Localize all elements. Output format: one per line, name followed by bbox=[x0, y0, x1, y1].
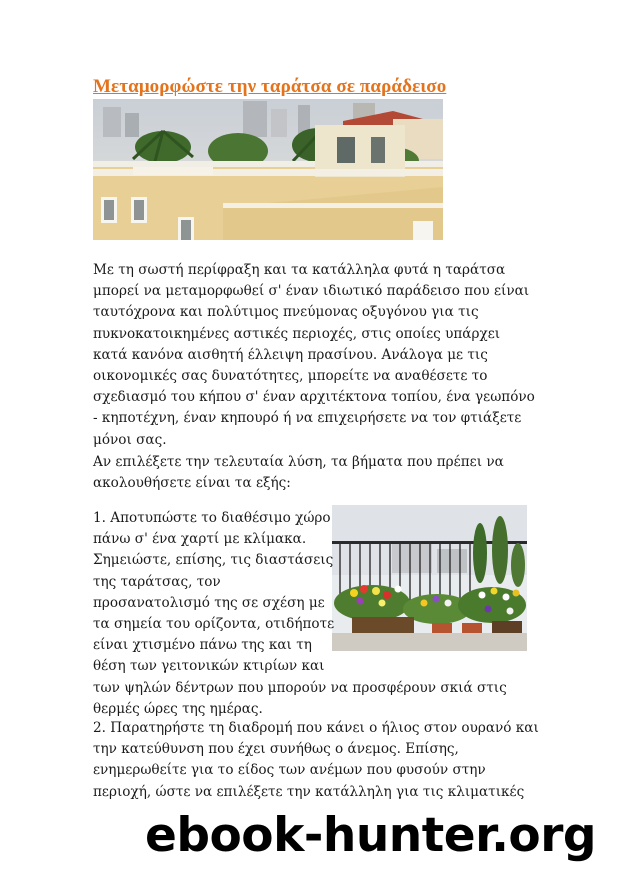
text-line: θερμές ώρες της ημέρας. bbox=[93, 700, 263, 717]
text-line: πάνω σ' ένα χαρτί με κλίμακα. bbox=[93, 531, 307, 548]
text-line: σχεδιασμό του κήπου σ' έναν αρχιτέκτονα τοπίου, ένα γεωπόνο bbox=[93, 389, 535, 406]
text-line: Σημειώστε, επίσης, τις διαστάσεις bbox=[93, 552, 334, 569]
text-line: μόνοι σας. bbox=[93, 431, 167, 448]
text-line: 1. Αποτυπώστε το διαθέσιμο χώρο bbox=[93, 510, 331, 526]
text-line: 2. Παρατηρήστε τη διαδρομή που κάνει ο ήλιος στον ουρανό και bbox=[93, 720, 539, 736]
rooftop-terrace-photo bbox=[93, 99, 443, 240]
text-line: οικονομικές σας δυνατότητες, μπορείτε να αναθέσετε το bbox=[93, 368, 488, 385]
step-2-paragraph bbox=[93, 718, 539, 803]
text-line: - κηποτέχνη, έναν κηπουρό ή να επιχειρήσετε να τον φτιάξετε bbox=[93, 410, 522, 427]
text-line: ακολουθήσετε είναι τα εξής: bbox=[93, 475, 291, 492]
text-line: κατά κανόνα αισθητή έλλειψη πρασίνου. Ανάλογα με τις bbox=[93, 346, 488, 363]
text-line: των ψηλών δέντρων που μπορούν να προσφέρουν σκιά στις bbox=[93, 679, 507, 696]
text-line: Με τη σωστή περίφραξη και τα κατάλληλα φυτά η ταράτσα bbox=[93, 262, 506, 278]
text-line: ταυτόχρονα και πολύτιμος πνεύμονας οξυγόνου για τις bbox=[93, 304, 479, 321]
text-line: της ταράτσας, τον bbox=[93, 573, 221, 590]
text-line: ενημερωθείτε για το είδος των ανέμων που φυσούν στην bbox=[93, 762, 486, 779]
text-line: θέση των γειτονικών κτιρίων και bbox=[93, 658, 325, 675]
text-line: Αν επιλέξετε την τελευταία λύση, τα βήματα που πρέπει να bbox=[93, 454, 504, 470]
article-title: Μεταμορφώστε την ταράτσα σε παράδεισο bbox=[93, 76, 447, 97]
text-line: προσανατολισμό της σε σχέση με bbox=[93, 594, 325, 611]
text-line: μπορεί να μεταμορφωθεί σ' έναν ιδιωτικό παράδεισο που είναι bbox=[93, 283, 530, 300]
text-line: τα σημεία του ορίζοντα, οτιδήποτε bbox=[93, 616, 335, 633]
intro-paragraph bbox=[93, 260, 533, 451]
text-line: την κατεύθυνση που έχει συνήθως ο άνεμος. Επίσης, bbox=[93, 741, 459, 758]
watermark-text: ebook-hunter.org bbox=[145, 808, 597, 863]
text-line: πυκνοκατοικημένες αστικές περιοχές, στις οποίες υπάρχει bbox=[93, 325, 501, 342]
text-line: είναι χτισμένο πάνω της και τη bbox=[93, 637, 312, 654]
text-line: περιοχή, ώστε να επιλέξετε την κατάλληλη για τις κλιματικές bbox=[93, 783, 525, 800]
step-1-paragraph bbox=[93, 508, 533, 720]
steps-intro-paragraph bbox=[93, 452, 533, 494]
